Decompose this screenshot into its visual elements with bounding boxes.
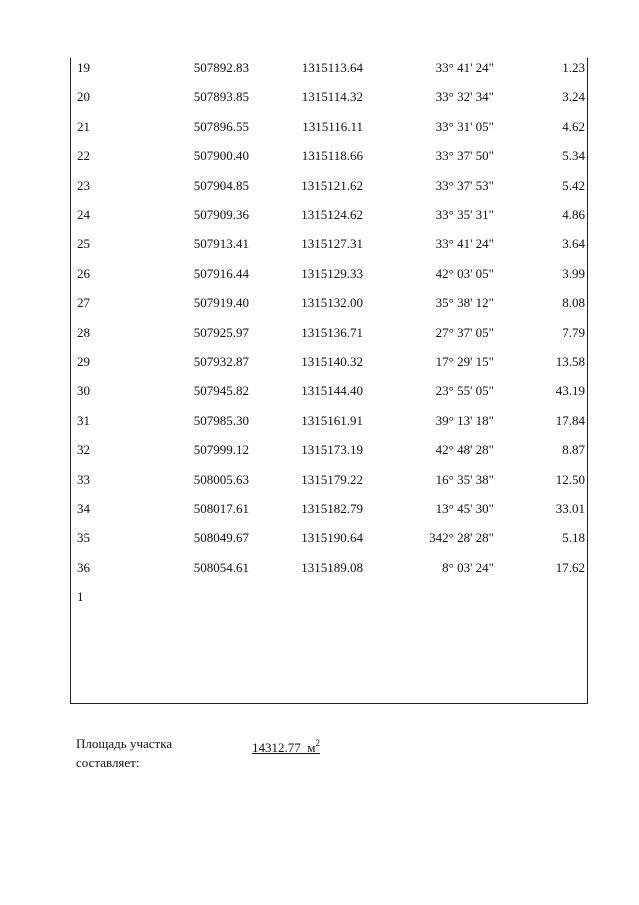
direction-angle: 27° 37' 05": [435, 324, 494, 340]
y-coordinate: 1315116.11: [302, 118, 363, 134]
direction-angle: 33° 32' 34": [435, 89, 494, 105]
direction-angle: 17° 29' 15": [435, 354, 494, 369]
table-row: [71, 117, 589, 137]
x-coordinate: 507999.12: [193, 442, 249, 458]
y-coordinate: 1315179.22: [301, 471, 363, 487]
x-coordinate: 507896.55: [193, 118, 249, 134]
direction-angle: 342° 28' 28": [429, 530, 494, 546]
table-row: [71, 176, 589, 196]
segment-length: 5.34: [562, 148, 585, 164]
point-number: 22: [77, 148, 90, 164]
direction-angle: 33° 41' 24": [435, 236, 494, 252]
y-coordinate: 1315132.00: [301, 295, 363, 311]
table-row: [71, 293, 589, 313]
area-label-line2: составляет:: [76, 755, 140, 770]
area-unit: м: [307, 740, 316, 755]
y-coordinate: 1315136.71: [301, 324, 363, 340]
x-coordinate: 507932.87: [193, 354, 249, 369]
table-row: [71, 587, 589, 607]
segment-length: 3.24: [562, 89, 585, 105]
direction-angle: 42° 03' 05": [435, 265, 494, 281]
direction-angle: 33° 31' 05": [435, 118, 494, 134]
segment-length: 8.87: [562, 442, 585, 458]
y-coordinate: 1315129.33: [301, 265, 363, 281]
direction-angle: 33° 37' 50": [435, 148, 494, 164]
y-coordinate: 1315127.31: [301, 236, 363, 252]
y-coordinate: 1315144.40: [301, 383, 363, 399]
segment-length: 12.50: [555, 471, 585, 487]
table-row: [71, 323, 589, 343]
point-number: 25: [77, 236, 90, 252]
segment-length: 3.99: [562, 265, 585, 281]
table-row: [71, 87, 589, 107]
segment-length: 4.62: [562, 118, 585, 134]
point-number: 24: [77, 207, 90, 222]
point-number: 1: [77, 589, 84, 605]
area-label: [76, 734, 216, 772]
point-number: 30: [77, 383, 90, 399]
area-unit-exponent: 2: [315, 738, 320, 748]
direction-angle: 23° 55' 05": [435, 383, 494, 399]
table-row: [71, 234, 589, 254]
segment-length: 5.18: [562, 530, 585, 546]
y-coordinate: 1315182.79: [301, 501, 363, 516]
segment-length: 17.84: [555, 412, 585, 428]
table-row: [71, 499, 589, 519]
segment-length: 5.42: [562, 177, 585, 193]
direction-angle: 39° 13' 18": [435, 412, 494, 428]
area-label-line1: Площадь участка: [76, 736, 173, 751]
segment-length: 4.86: [562, 207, 585, 222]
table-row: [71, 411, 589, 431]
y-coordinate: 1315124.62: [301, 207, 363, 222]
point-number: 31: [77, 412, 90, 428]
segment-length: 3.64: [562, 236, 585, 252]
direction-angle: 33° 41' 24": [435, 60, 494, 75]
table-row: [71, 381, 589, 401]
point-number: 36: [77, 559, 90, 575]
y-coordinate: 1315113.64: [301, 60, 363, 75]
segment-length: 13.58: [555, 354, 585, 369]
point-number: 29: [77, 354, 90, 369]
point-number: 23: [77, 177, 90, 193]
x-coordinate: 507900.40: [193, 148, 249, 164]
x-coordinate: 507893.85: [193, 89, 249, 105]
point-number: 27: [77, 295, 90, 311]
segment-length: 1.23: [562, 60, 585, 75]
y-coordinate: 1315161.91: [301, 412, 363, 428]
point-number: 34: [77, 501, 90, 516]
x-coordinate: 507919.40: [193, 295, 249, 311]
x-coordinate: 508054.61: [193, 559, 249, 575]
segment-length: 33.01: [555, 501, 585, 516]
x-coordinate: 507945.82: [193, 383, 249, 399]
x-coordinate: 508017.61: [193, 501, 249, 516]
direction-angle: 13° 45' 30": [435, 501, 494, 516]
y-coordinate: 1315114.32: [301, 89, 363, 105]
x-coordinate: 507985.30: [193, 412, 249, 428]
point-number: 28: [77, 324, 90, 340]
segment-length: 7.79: [562, 324, 585, 340]
segment-length: 43.19: [555, 383, 585, 399]
x-coordinate: 508049.67: [193, 530, 249, 546]
point-number: 32: [77, 442, 90, 458]
coordinates-table: [70, 58, 588, 704]
direction-angle: 35° 38' 12": [435, 295, 494, 311]
direction-angle: 8° 03' 24": [442, 559, 494, 575]
y-coordinate: 1315118.66: [301, 148, 363, 164]
y-coordinate: 1315121.62: [301, 177, 363, 193]
table-row: [71, 528, 589, 548]
segment-length: 17.62: [555, 559, 585, 575]
point-number: 35: [77, 530, 90, 546]
area-number: 14312.77: [252, 740, 301, 755]
x-coordinate: 507916.44: [193, 265, 249, 281]
direction-angle: 42° 48' 28": [435, 442, 494, 458]
x-coordinate: 507913.41: [193, 236, 249, 252]
point-number: 21: [77, 118, 90, 134]
x-coordinate: 507925.97: [193, 324, 249, 340]
table-row: [71, 352, 589, 372]
area-value: [252, 734, 320, 757]
table-row: [71, 264, 589, 284]
segment-length: 8.08: [562, 295, 585, 311]
table-row: [71, 58, 589, 78]
table-row: [71, 205, 589, 225]
x-coordinate: 507904.85: [193, 177, 249, 193]
table-row: [71, 558, 589, 578]
y-coordinate: 1315173.19: [301, 442, 363, 458]
direction-angle: 16° 35' 38": [435, 471, 494, 487]
x-coordinate: 507892.83: [193, 60, 249, 75]
table-row: [71, 146, 589, 166]
point-number: 33: [77, 471, 90, 487]
point-number: 26: [77, 265, 90, 281]
point-number: 20: [77, 89, 90, 105]
x-coordinate: 508005.63: [193, 471, 249, 487]
y-coordinate: 1315189.08: [301, 559, 363, 575]
y-coordinate: 1315140.32: [301, 354, 363, 369]
direction-angle: 33° 35' 31": [435, 207, 494, 222]
point-number: 19: [77, 60, 90, 75]
x-coordinate: 507909.36: [193, 207, 249, 222]
direction-angle: 33° 37' 53": [435, 177, 494, 193]
y-coordinate: 1315190.64: [301, 530, 363, 546]
table-row: [71, 440, 589, 460]
table-row: [71, 470, 589, 490]
